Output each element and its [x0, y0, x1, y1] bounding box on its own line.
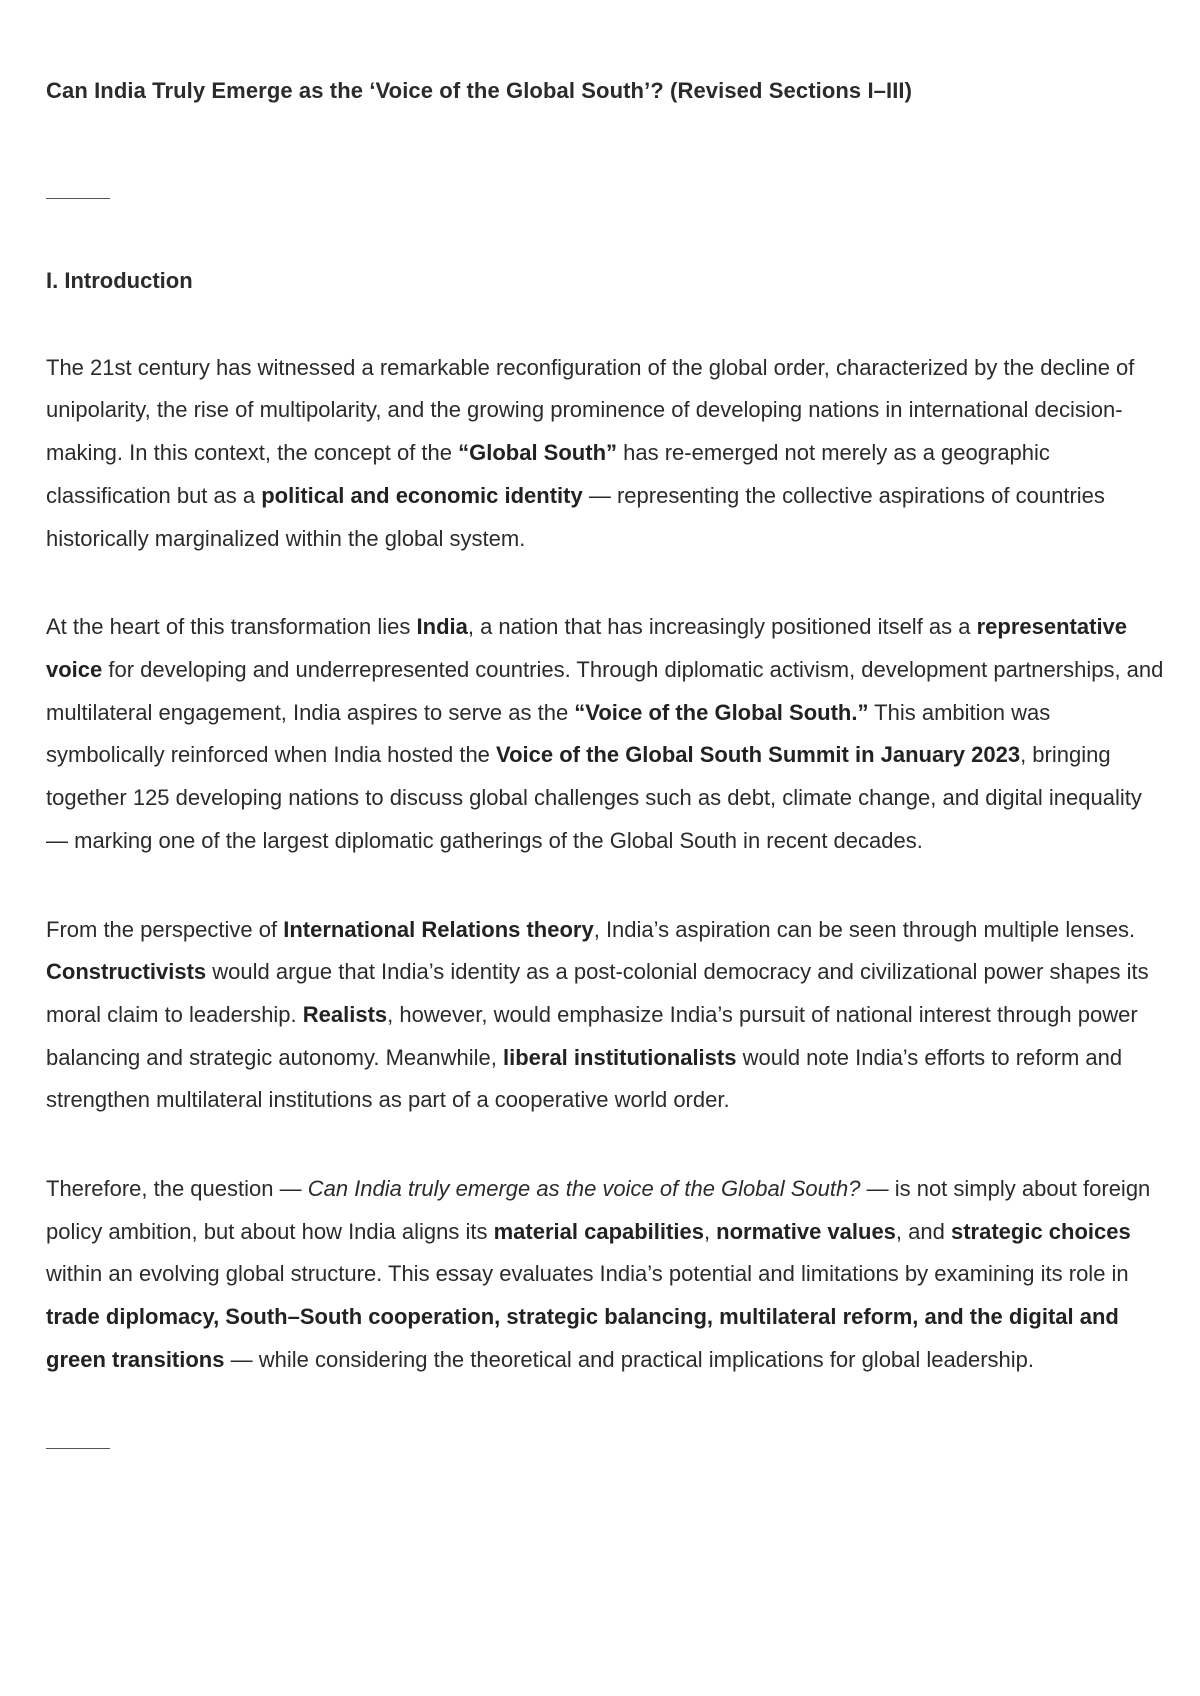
paragraph-text: — is not simply about foreign policy ambition, but about how India aligns its: [46, 1176, 1151, 1244]
paragraph-text: would argue that India’s identity as a post-colonial democracy and civilizational power shapes its moral claim to leadership.: [46, 959, 1149, 1027]
paragraph-text: — representing the collective aspirations of countries historically marginalized within the global system.: [46, 482, 1105, 551]
paragraph-text: , bringing together 125 developing nations to discuss global challenges such as debt, climate change, and digital inequality — marking one of the largest diplomatic gatherings of the Global South in recent decades.: [46, 742, 1142, 853]
emphasis-text: India: [416, 614, 468, 640]
italic-text: Can India truly emerge as the voice of the Global South?: [307, 1176, 861, 1202]
emphasis-text: normative values: [716, 1218, 896, 1244]
emphasis-text: trade diplomacy, South–South cooperation, strategic balancing, multilateral reform, and the digital and green transitions: [46, 1304, 1119, 1372]
paragraph-text: This ambition was symbolically reinforced when India hosted the: [46, 699, 1051, 768]
emphasis-text: representative voice: [46, 614, 1128, 682]
emphasis-text: Constructivists: [46, 959, 207, 985]
horizontal-divider: [46, 198, 110, 199]
section-heading: I. Introduction: [46, 268, 193, 294]
emphasis-text: Voice of the Global South Summit in January 2023: [496, 742, 1021, 768]
document-title: Can India Truly Emerge as the ‘Voice of the Global South’? (Revised Sections I–III): [46, 78, 913, 103]
document-page: [46, 78, 1166, 1449]
emphasis-text: “Voice of the Global South.”: [574, 699, 869, 725]
paragraph-text: , India’s aspiration can be seen through multiple lenses.: [593, 916, 1136, 942]
paragraph: [46, 606, 1166, 862]
paragraph-text: — while considering the theoretical and practical implications for global leadership.: [224, 1346, 1035, 1372]
paragraph: [46, 1168, 1166, 1382]
emphasis-text: strategic choices: [950, 1218, 1131, 1244]
paragraph-text: has re-emerged not merely as a geographic classification but as a: [46, 440, 1050, 508]
paragraph-text: , and: [895, 1218, 951, 1244]
emphasis-text: Realists: [302, 1001, 388, 1027]
paragraph-text: , however, would emphasize India’s pursuit of national interest through power balancing and strategic autonomy. Meanwhile,: [46, 1001, 1138, 1070]
emphasis-text: political and economic identity: [261, 482, 583, 508]
paragraph-text: ,: [703, 1218, 717, 1244]
paragraph-text: The 21st century has witnessed a remarkable reconfiguration of the global order, characterized by the decline of unipolarity, the rise of multipolarity, and the growing prominence of developing nations in international decision-making. In this context, the concept of the: [46, 354, 1135, 466]
emphasis-text: International Relations theory: [283, 916, 594, 942]
paragraph-text: , a nation that has increasingly positioned itself as a: [467, 614, 977, 640]
emphasis-text: “Global South”: [458, 440, 618, 466]
paragraph-text: At the heart of this transformation lies: [46, 614, 417, 640]
paragraph-text: would note India’s efforts to reform and strengthen multilateral institutions as part of a cooperative world order.: [46, 1044, 1123, 1113]
paragraph-text: for developing and underrepresented countries. Through diplomatic activism, development partnerships, and multilateral engagement, India aspires to serve as the: [46, 657, 1164, 725]
paragraph-text: Therefore, the question —: [46, 1176, 308, 1202]
emphasis-text: liberal institutionalists: [502, 1044, 737, 1070]
paragraph-text: From the perspective of: [46, 916, 284, 942]
paragraph-text: within an evolving global structure. This essay evaluates India’s potential and limitations by examining its role in: [46, 1261, 1129, 1287]
paragraph: [46, 347, 1166, 561]
horizontal-divider: [46, 1448, 110, 1449]
emphasis-text: material capabilities: [493, 1218, 704, 1244]
paragraph: [46, 909, 1166, 1123]
